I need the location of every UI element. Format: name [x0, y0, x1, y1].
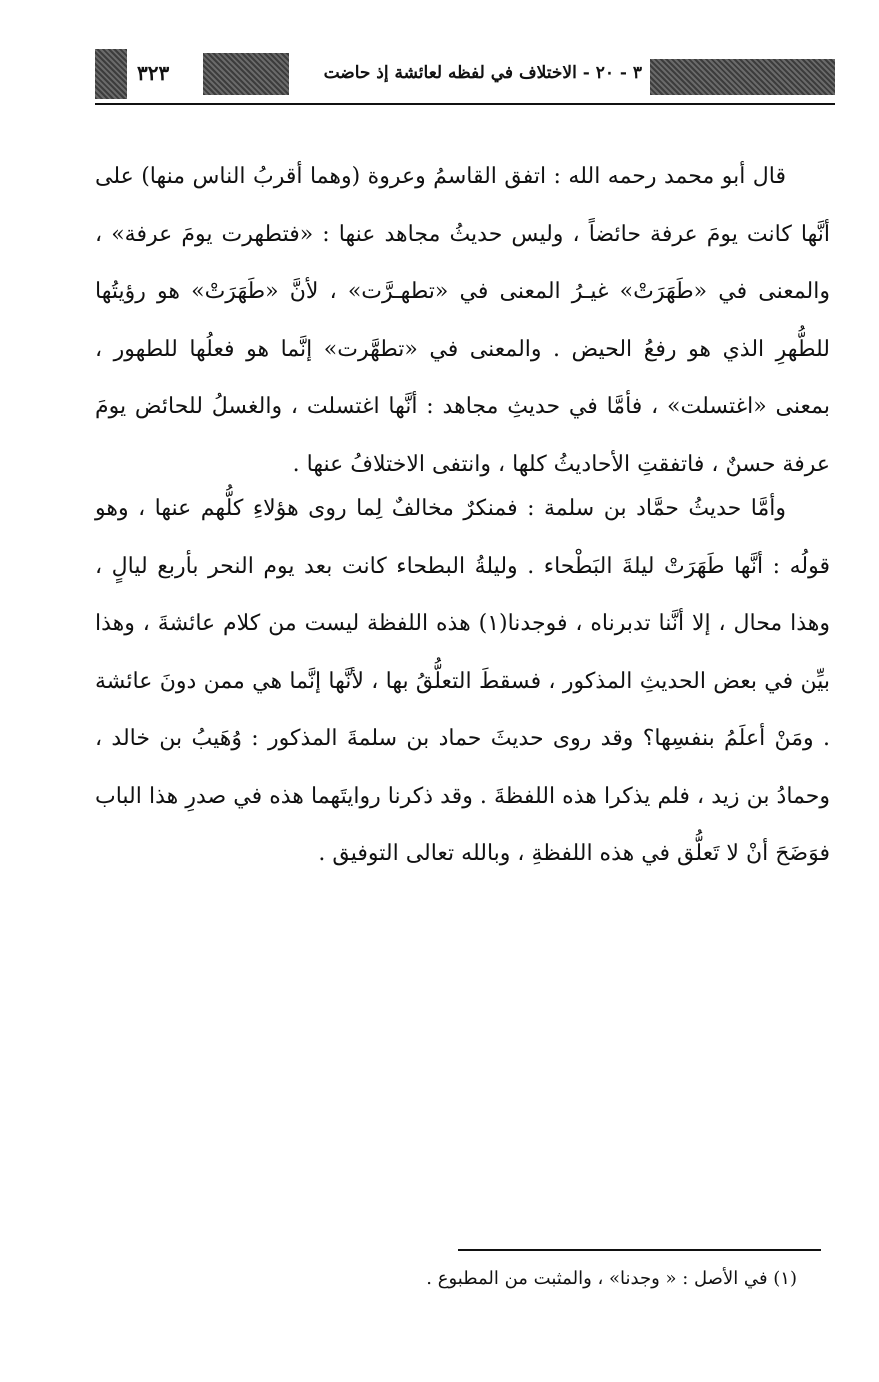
- header-decoration-right: [650, 59, 835, 95]
- paragraph-text: وأمَّا حديثُ حمَّاد بن سلمة : فمنكرٌ مخالفٌ لِما روى هؤلاءِ كلُّهم عنها ، وهو قولُه : أنَّها طَهَرَتْ ليلةَ البَطْحاء . وليلةُ البطحاء كانت بعد يوم النحر بأربع ليالٍ ، وهذا محال ، إلا أنَّنا تدبرناه ، فوجدنا(١) هذه اللفظة ليست من كلام عائشةَ ، وهذا بيِّن في بعض الحديثِ المذكور ، فسقطَ التعلُّقُ بها ، لأنَّها إنَّما هي ممن دونَ عائشة . ومَنْ أعلَمُ بنفسِها؟ وقد روى حديثَ حماد بن سلمةَ المذكور : وُهَيبُ بن خالد ، وحمادُ بن زيد ، فلم يذكرا هذه اللفظةَ . وقد ذكرنا روايتَهما هذه في صدرِ هذا الباب فوَضَحَ أنْ لا تَعلُّق في هذه اللفظةِ ، وبالله تعالى التوفيق .: [95, 496, 831, 866]
- paragraph-text: قال أبو محمد رحمه الله : اتفق القاسمُ وعروة (وهما أقربُ الناس منها) على أنَّها كانت يومَ عرفة حائضاً ، وليس حديثُ مجاهد عنها : «فتطهرت يومَ عرفة» ، والمعنى في «طَهَرَتْ» غيـرُ المعنى في «تطهـرَّت» ، لأنَّ «طَهَرَتْ» هو رؤيتُها للطُّهرِ الذي هو رفعُ الحيض . والمعنى في «تطهَّرت» إنَّما هو فعلُها للطهور ، بمعنى «اغتسلت» ، فأمَّا في حديثِ مجاهد : أنَّها اغتسلت ، والغسلُ للحائض يومَ عرفة حسنٌ ، فاتفقتِ الأحاديثُ كلها ، وانتفى الاختلافُ عنها .: [95, 164, 830, 477]
- section-title: ٣ - ٢٠ - الاختلاف في لفظه لعائشة إذ حاضت: [323, 63, 642, 83]
- body-paragraph-2: [95, 480, 830, 883]
- header-rule: [95, 103, 835, 105]
- page-number: ٣٢٣: [137, 61, 170, 85]
- header-decoration-middle: [203, 53, 289, 95]
- body-paragraph-1: [95, 148, 830, 493]
- running-header: [95, 47, 835, 105]
- footnote: (١) في الأصل : « وجدنا» ، والمثبت من المطبوع .: [426, 1268, 797, 1289]
- footnote-rule: [458, 1249, 821, 1251]
- header-decoration-left: [95, 49, 127, 99]
